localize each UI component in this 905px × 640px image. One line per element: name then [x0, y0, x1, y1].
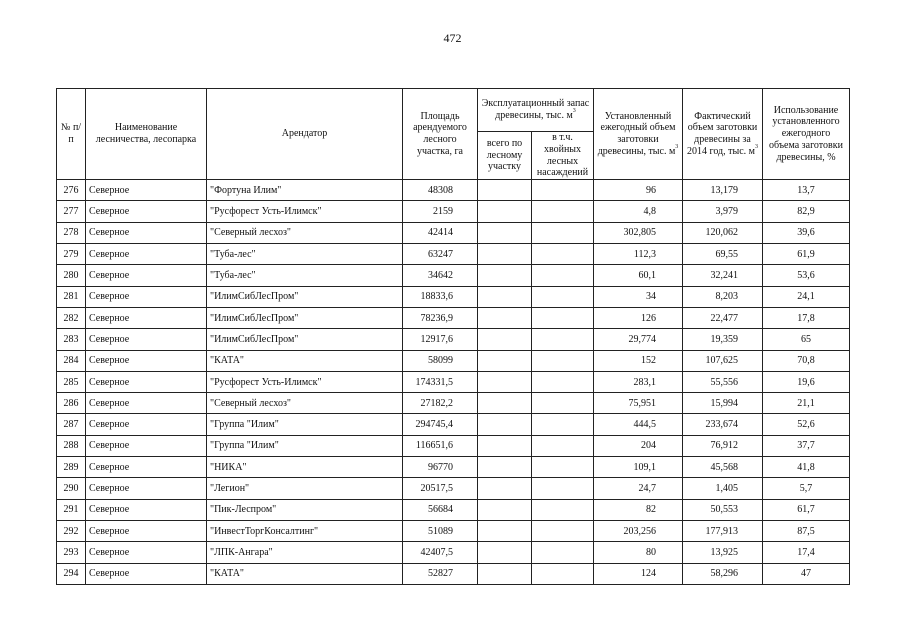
- reserve-total-cell: [478, 414, 532, 435]
- forestry-cell: Северное: [86, 350, 207, 371]
- area-cell: 48308: [403, 180, 478, 201]
- reserve-conifer-cell: [532, 414, 594, 435]
- forestry-cell: Северное: [86, 244, 207, 265]
- actual-volume-cell: 69,55: [683, 244, 763, 265]
- row-number: 281: [57, 286, 86, 307]
- actual-volume-cell: 3,979: [683, 201, 763, 222]
- forestry-cell: Северное: [86, 478, 207, 499]
- usage-percent-cell: 61,9: [763, 244, 850, 265]
- row-number: 290: [57, 478, 86, 499]
- allowed-volume-cell: 29,774: [594, 329, 683, 350]
- forestry-cell: Северное: [86, 414, 207, 435]
- header-reserve-group-text: Эксплуатационный запас древесины, тыс. м: [481, 98, 590, 121]
- actual-volume-cell: 15,994: [683, 393, 763, 414]
- allowed-volume-cell: 80: [594, 542, 683, 563]
- table-row: [57, 329, 850, 350]
- row-number: 286: [57, 393, 86, 414]
- allowed-volume-cell: 444,5: [594, 414, 683, 435]
- reserve-total-cell: [478, 563, 532, 584]
- allowed-volume-cell: 60,1: [594, 265, 683, 286]
- area-cell: 52827: [403, 563, 478, 584]
- area-cell: 174331,5: [403, 371, 478, 392]
- allowed-volume-cell: 283,1: [594, 371, 683, 392]
- page-number: 472: [443, 31, 462, 45]
- actual-volume-cell: 19,359: [683, 329, 763, 350]
- table-row: [57, 222, 850, 243]
- area-cell: 20517,5: [403, 478, 478, 499]
- row-number: 279: [57, 244, 86, 265]
- allowed-volume-cell: 204: [594, 435, 683, 456]
- row-number: 276: [57, 180, 86, 201]
- table-row: [57, 265, 850, 286]
- forestry-cell: Северное: [86, 265, 207, 286]
- reserve-conifer-cell: [532, 329, 594, 350]
- area-cell: 294745,4: [403, 414, 478, 435]
- reserve-conifer-cell: [532, 393, 594, 414]
- header-allowed-sup: 3: [675, 143, 679, 150]
- usage-percent-cell: 65: [763, 329, 850, 350]
- table-row: [57, 563, 850, 584]
- row-number: 280: [57, 265, 86, 286]
- row-number: 282: [57, 307, 86, 328]
- reserve-conifer-cell: [532, 563, 594, 584]
- header-actual-text: Фактический объем заготовки древесины за 2014 год, тыс. м: [686, 110, 758, 157]
- reserve-conifer-cell: [532, 265, 594, 286]
- forestry-cell: Северное: [86, 499, 207, 520]
- table-body: [57, 180, 850, 585]
- forestry-cell: Северное: [86, 563, 207, 584]
- forestry-cell: Северное: [86, 435, 207, 456]
- reserve-total-cell: [478, 371, 532, 392]
- tenant-cell: "Туба-лес": [207, 244, 403, 265]
- allowed-volume-cell: 82: [594, 499, 683, 520]
- forestry-cell: Северное: [86, 457, 207, 478]
- header-reserve-group: [478, 89, 594, 132]
- row-number: 292: [57, 520, 86, 541]
- allowed-volume-cell: 75,951: [594, 393, 683, 414]
- tenant-cell: "ИлимСибЛесПром": [207, 307, 403, 328]
- tenant-cell: "Фортуна Илим": [207, 180, 403, 201]
- allowed-volume-cell: 96: [594, 180, 683, 201]
- usage-percent-cell: 87,5: [763, 520, 850, 541]
- reserve-conifer-cell: [532, 371, 594, 392]
- usage-percent-cell: 70,8: [763, 350, 850, 371]
- usage-percent-cell: 47: [763, 563, 850, 584]
- actual-volume-cell: 233,674: [683, 414, 763, 435]
- forestry-cell: Северное: [86, 307, 207, 328]
- forestry-cell: Северное: [86, 201, 207, 222]
- usage-percent-cell: 39,6: [763, 222, 850, 243]
- header-reserve-group-sup: 3: [572, 108, 576, 114]
- table-row: [57, 520, 850, 541]
- reserve-total-cell: [478, 520, 532, 541]
- tenant-cell: "КАТА": [207, 563, 403, 584]
- forestry-cell: Северное: [86, 542, 207, 563]
- reserve-conifer-cell: [532, 350, 594, 371]
- area-cell: 12917,6: [403, 329, 478, 350]
- table-row: [57, 307, 850, 328]
- reserve-conifer-cell: [532, 244, 594, 265]
- header-reserve-total: всего по лесному участку: [478, 132, 532, 180]
- reserve-total-cell: [478, 435, 532, 456]
- table-row: [57, 180, 850, 201]
- header-allowed: [594, 89, 683, 180]
- tenant-cell: "Пик-Леспром": [207, 499, 403, 520]
- forestry-cell: Северное: [86, 371, 207, 392]
- tenant-cell: "ИнвестТоргКонсалтинг": [207, 520, 403, 541]
- row-number: 277: [57, 201, 86, 222]
- actual-volume-cell: 107,625: [683, 350, 763, 371]
- reserve-conifer-cell: [532, 286, 594, 307]
- row-number: 288: [57, 435, 86, 456]
- allowed-volume-cell: 124: [594, 563, 683, 584]
- tenant-cell: "Группа "Илим": [207, 414, 403, 435]
- area-cell: 18833,6: [403, 286, 478, 307]
- usage-percent-cell: 41,8: [763, 457, 850, 478]
- actual-volume-cell: 45,568: [683, 457, 763, 478]
- header-num: № п/п: [57, 89, 86, 180]
- table-row: [57, 499, 850, 520]
- area-cell: 42414: [403, 222, 478, 243]
- reserve-conifer-cell: [532, 222, 594, 243]
- usage-percent-cell: 61,7: [763, 499, 850, 520]
- reserve-conifer-cell: [532, 499, 594, 520]
- reserve-total-cell: [478, 329, 532, 350]
- forestry-cell: Северное: [86, 329, 207, 350]
- forestry-cell: Северное: [86, 286, 207, 307]
- area-cell: 116651,6: [403, 435, 478, 456]
- actual-volume-cell: 22,477: [683, 307, 763, 328]
- table-row: [57, 435, 850, 456]
- reserve-conifer-cell: [532, 457, 594, 478]
- allowed-volume-cell: 4,8: [594, 201, 683, 222]
- tenant-cell: "КАТА": [207, 350, 403, 371]
- row-number: 283: [57, 329, 86, 350]
- usage-percent-cell: 13,7: [763, 180, 850, 201]
- actual-volume-cell: 32,241: [683, 265, 763, 286]
- forestry-cell: Северное: [86, 222, 207, 243]
- allowed-volume-cell: 109,1: [594, 457, 683, 478]
- table-row: [57, 244, 850, 265]
- area-cell: 63247: [403, 244, 478, 265]
- area-cell: 78236,9: [403, 307, 478, 328]
- header-allowed-text: Установленный ежегодный объем заготовки древесины, тыс. м: [597, 110, 676, 157]
- reserve-total-cell: [478, 307, 532, 328]
- tenant-cell: "ИлимСибЛесПром": [207, 329, 403, 350]
- allowed-volume-cell: 203,256: [594, 520, 683, 541]
- reserve-conifer-cell: [532, 435, 594, 456]
- tenant-cell: "Легион": [207, 478, 403, 499]
- row-number: 294: [57, 563, 86, 584]
- usage-percent-cell: 52,6: [763, 414, 850, 435]
- area-cell: 96770: [403, 457, 478, 478]
- forest-lease-table: [56, 88, 850, 585]
- row-number: 291: [57, 499, 86, 520]
- area-cell: 34642: [403, 265, 478, 286]
- forestry-cell: Северное: [86, 520, 207, 541]
- row-number: 284: [57, 350, 86, 371]
- area-cell: 27182,2: [403, 393, 478, 414]
- reserve-conifer-cell: [532, 520, 594, 541]
- table-row: [57, 414, 850, 435]
- row-number: 293: [57, 542, 86, 563]
- reserve-total-cell: [478, 286, 532, 307]
- usage-percent-cell: 37,7: [763, 435, 850, 456]
- usage-percent-cell: 82,9: [763, 201, 850, 222]
- reserve-total-cell: [478, 180, 532, 201]
- reserve-conifer-cell: [532, 307, 594, 328]
- usage-percent-cell: 21,1: [763, 393, 850, 414]
- allowed-volume-cell: 24,7: [594, 478, 683, 499]
- row-number: 285: [57, 371, 86, 392]
- forestry-cell: Северное: [86, 393, 207, 414]
- tenant-cell: "Северный лесхоз": [207, 222, 403, 243]
- usage-percent-cell: 5,7: [763, 478, 850, 499]
- usage-percent-cell: 17,8: [763, 307, 850, 328]
- tenant-cell: "Северный лесхоз": [207, 393, 403, 414]
- actual-volume-cell: 177,913: [683, 520, 763, 541]
- header-reserve-conifer: в т.ч. хвойных лесных насаждений: [532, 132, 594, 180]
- row-number: 289: [57, 457, 86, 478]
- reserve-conifer-cell: [532, 180, 594, 201]
- usage-percent-cell: 17,4: [763, 542, 850, 563]
- allowed-volume-cell: 112,3: [594, 244, 683, 265]
- reserve-total-cell: [478, 201, 532, 222]
- area-cell: 2159: [403, 201, 478, 222]
- table-row: [57, 371, 850, 392]
- actual-volume-cell: 55,556: [683, 371, 763, 392]
- actual-volume-cell: 58,296: [683, 563, 763, 584]
- tenant-cell: "ИлимСибЛесПром": [207, 286, 403, 307]
- tenant-cell: "НИКА": [207, 457, 403, 478]
- allowed-volume-cell: 152: [594, 350, 683, 371]
- area-cell: 58099: [403, 350, 478, 371]
- reserve-conifer-cell: [532, 478, 594, 499]
- usage-percent-cell: 19,6: [763, 371, 850, 392]
- table-row: [57, 393, 850, 414]
- header-forestry: Наименование лесничества, лесопарка: [86, 89, 207, 180]
- forestry-cell: Северное: [86, 180, 207, 201]
- tenant-cell: "Русфорест Усть-Илимск": [207, 201, 403, 222]
- reserve-conifer-cell: [532, 201, 594, 222]
- actual-volume-cell: 13,179: [683, 180, 763, 201]
- usage-percent-cell: 53,6: [763, 265, 850, 286]
- allowed-volume-cell: 126: [594, 307, 683, 328]
- reserve-total-cell: [478, 499, 532, 520]
- table-row: [57, 457, 850, 478]
- tenant-cell: "Туба-лес": [207, 265, 403, 286]
- actual-volume-cell: 50,553: [683, 499, 763, 520]
- reserve-total-cell: [478, 457, 532, 478]
- table-row: [57, 478, 850, 499]
- row-number: 287: [57, 414, 86, 435]
- header-usage: Использование установленного ежегодного объема заготовки древесины, %: [763, 89, 850, 180]
- allowed-volume-cell: 34: [594, 286, 683, 307]
- area-cell: 42407,5: [403, 542, 478, 563]
- reserve-conifer-cell: [532, 542, 594, 563]
- reserve-total-cell: [478, 244, 532, 265]
- allowed-volume-cell: 302,805: [594, 222, 683, 243]
- actual-volume-cell: 120,062: [683, 222, 763, 243]
- table-row: [57, 542, 850, 563]
- area-cell: 51089: [403, 520, 478, 541]
- reserve-total-cell: [478, 478, 532, 499]
- actual-volume-cell: 1,405: [683, 478, 763, 499]
- table-row: [57, 350, 850, 371]
- header-tenant: Арендатор: [207, 89, 403, 180]
- reserve-total-cell: [478, 350, 532, 371]
- table-row: [57, 201, 850, 222]
- header-actual-sup: 3: [755, 143, 758, 150]
- usage-percent-cell: 24,1: [763, 286, 850, 307]
- actual-volume-cell: 8,203: [683, 286, 763, 307]
- reserve-total-cell: [478, 542, 532, 563]
- actual-volume-cell: 76,912: [683, 435, 763, 456]
- row-number: 278: [57, 222, 86, 243]
- tenant-cell: "Русфорест Усть-Илимск": [207, 371, 403, 392]
- table-row: [57, 286, 850, 307]
- reserve-total-cell: [478, 393, 532, 414]
- tenant-cell: "Группа "Илим": [207, 435, 403, 456]
- tenant-cell: "ЛПК-Ангара": [207, 542, 403, 563]
- reserve-total-cell: [478, 222, 532, 243]
- header-actual: [683, 89, 763, 180]
- reserve-total-cell: [478, 265, 532, 286]
- header-area: Площадь арендуемого лесного участка, га: [403, 89, 478, 180]
- area-cell: 56684: [403, 499, 478, 520]
- actual-volume-cell: 13,925: [683, 542, 763, 563]
